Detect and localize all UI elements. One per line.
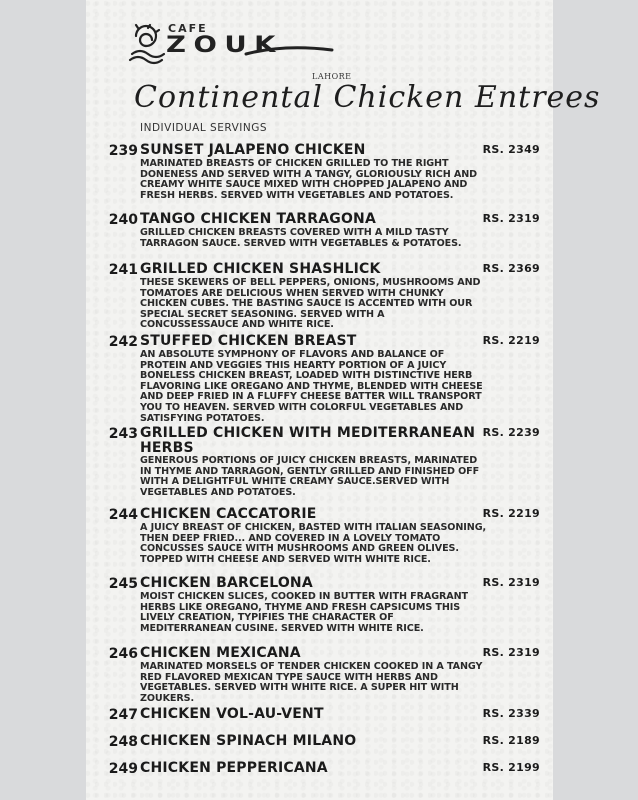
item-number: 245	[108, 576, 138, 592]
page-title: Continental Chicken Entrees	[134, 80, 601, 115]
item-description: AN ABSOLUTE SYMPHONY OF FLAVORS AND BALANCE OF PROTEIN AND VEGGIES THIS HEARTY PORTION OF A JUICY BONELESS CHICKEN BREAST, LOADED WITH DISTINCTIVE HERB FLAVORING LIKE OREGANO AND THYME, BLENDED WITH CHEESE AND DEEP FRIED IN A FLUFFY CHEESE BATTER WILL TRANSPORT YOU TO HEAVEN. SERVED WITH COLORFUL VEGETABLES AND SATISFYING POTATOES.	[140, 349, 483, 424]
item-number: 242	[108, 334, 138, 350]
item-number: 243	[108, 426, 138, 442]
item-price: RS. 2369	[482, 262, 540, 275]
item-price: RS. 2199	[482, 761, 540, 774]
logo-zouk-text: ZOUK	[166, 33, 283, 58]
item-description: GENEROUS PORTIONS OF JUICY CHICKEN BREASTS, MARINATED IN THYME AND TARRAGON, GENTLY GRILLED AND FINISHED OFF WITH A DELIGHTFUL WHITE CREAMY SAUCE.SERVED WITH VEGETABLES AND POTATOES.	[140, 455, 480, 498]
item-description: MARINATED BREASTS OF CHICKEN GRILLED TO THE RIGHT DONENESS AND SERVED WITH A TANGY, GLORIOUSLY RICH AND CREAMY WHITE SAUCE MIXED WITH CHOPPED JALAPENO AND FRESH HERBS. SERVED WITH VEGETABLES AND POTATOES.	[140, 158, 477, 201]
logo-city-text: LAHORE	[312, 72, 352, 81]
item-number: 241	[108, 262, 138, 278]
item-name: CHICKEN SPINACH MILANO	[140, 733, 357, 749]
item-price: RS. 2239	[482, 426, 540, 439]
logo-cafe-text: CAFE	[168, 22, 208, 35]
item-name: CHICKEN BARCELONA	[140, 575, 313, 591]
item-number: 249	[108, 761, 138, 777]
item-price: RS. 2339	[482, 707, 540, 720]
menu-page	[86, 0, 601, 800]
item-name: SUNSET JALAPENO CHICKEN	[140, 142, 366, 158]
item-number: 244	[108, 507, 138, 523]
item-description: GRILLED CHICKEN BREASTS COVERED WITH A MILD TASTY TARRAGON SAUCE. SERVED WITH VEGETABLES & POTATOES.	[140, 227, 462, 249]
item-description: MOIST CHICKEN SLICES, COOKED IN BUTTER WITH FRAGRANT HERBS LIKE OREGANO, THYME AND FRESH CAPSICUMS THIS LIVELY CREATION, TYPIFIES THE CHARACTER OF MEDITERRANEAN CUSINE. SERVED WITH WHITE RICE.	[140, 591, 468, 634]
item-price: RS. 2319	[482, 576, 540, 589]
item-description: MARINATED MORSELS OF TENDER CHICKEN COOKED IN A TANGY RED FLAVORED MEXICAN TYPE SAUCE WITH HERBS AND VEGETABLES. SERVED WITH WHITE RICE. A SUPER HIT WITH ZOUKERS.	[140, 661, 483, 704]
item-number: 240	[108, 212, 138, 228]
item-name: GRILLED CHICKEN WITH MEDITERRANEAN HERBS	[140, 425, 476, 456]
item-name: CHICKEN CACCATORIE	[140, 506, 317, 522]
cafe-zouk-logo	[126, 18, 352, 81]
item-price: RS. 2319	[482, 212, 540, 225]
item-price: RS. 2219	[482, 334, 540, 347]
item-price: RS. 2219	[482, 507, 540, 520]
item-price: RS. 2189	[482, 734, 540, 747]
item-number: 246	[108, 646, 138, 662]
servings-label: INDIVIDUAL SERVINGS	[140, 122, 268, 134]
sun-swirl-icon	[126, 24, 166, 64]
item-name: GRILLED CHICKEN SHASHLICK	[140, 261, 381, 277]
item-description: A JUICY BREAST OF CHICKEN, BASTED WITH ITALIAN SEASONING, THEN DEEP FRIED... AND COVERED IN A LOVELY TOMATO CONCUSSES SAUCE WITH MUSHROOMS AND GREEN OLIVES. TOPPED WITH CHEESE AND SERVED WITH WHITE RICE.	[140, 522, 487, 565]
item-name: CHICKEN VOL-AU-VENT	[140, 706, 324, 722]
item-name: CHICKEN MEXICANA	[140, 645, 301, 661]
item-number: 248	[108, 734, 138, 750]
item-price: RS. 2319	[482, 646, 540, 659]
item-number: 247	[108, 707, 138, 723]
item-name: TANGO CHICKEN TARRAGONA	[140, 211, 376, 227]
logo-underline	[244, 40, 334, 60]
item-name: CHICKEN PEPPERICANA	[140, 760, 328, 776]
item-price: RS. 2349	[482, 143, 540, 156]
item-name: STUFFED CHICKEN BREAST	[140, 333, 357, 349]
item-number: 239	[108, 143, 138, 159]
item-description: THESE SKEWERS OF BELL PEPPERS, ONIONS, MUSHROOMS AND TOMATOES ARE DELICIOUS WHEN SERVED WITH CHUNKY CHICKEN CUBES. THE BASTING SAUCE IS ACCENTED WITH OUR SPECIAL SECRET SEASONING. SERVED WITH A CONCUSSESSAUCE AND WHITE RICE.	[140, 277, 481, 331]
